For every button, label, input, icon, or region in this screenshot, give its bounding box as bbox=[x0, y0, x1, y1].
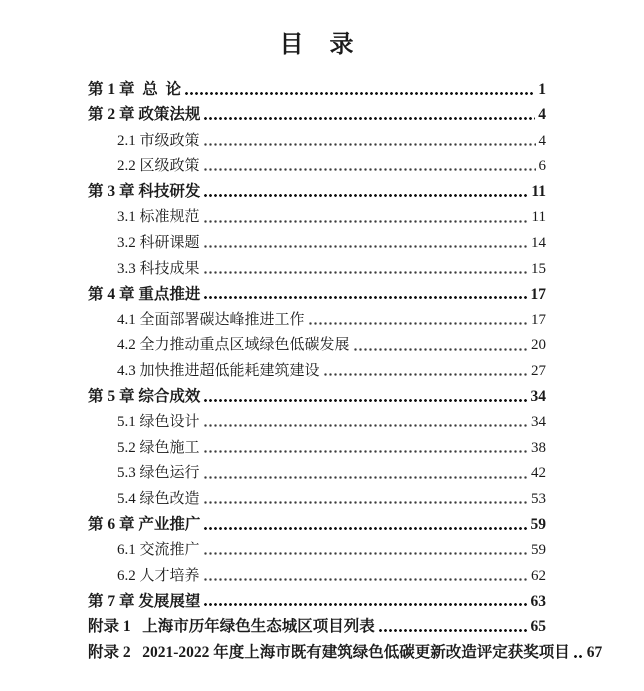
toc-leader-dots bbox=[324, 373, 528, 376]
toc-entry[interactable] bbox=[88, 227, 546, 253]
toc-entry[interactable] bbox=[88, 380, 546, 406]
toc-leader-dots bbox=[204, 194, 528, 197]
toc-entry[interactable] bbox=[88, 252, 546, 278]
toc-leader-dots bbox=[204, 220, 529, 223]
toc-entry-label: 第 5 章 综合成效 bbox=[88, 387, 201, 405]
toc-leader-dots bbox=[204, 271, 528, 274]
toc-leader-dots bbox=[204, 168, 536, 171]
toc-entry-page: 34 bbox=[530, 387, 546, 405]
toc-entry-label: 第 6 章 产业推广 bbox=[88, 515, 201, 533]
toc-entry-page: 38 bbox=[531, 439, 546, 456]
toc-entry-label: 6.1 交流推广 bbox=[117, 542, 200, 559]
toc-leader-dots bbox=[204, 245, 528, 248]
toc-entry[interactable] bbox=[88, 610, 546, 636]
toc-leader-dots bbox=[204, 424, 528, 427]
toc-list bbox=[88, 73, 603, 662]
toc-entry-label: 5.1 绿色设计 bbox=[117, 414, 200, 431]
toc-leader-dots bbox=[309, 322, 528, 325]
toc-leader-dots bbox=[204, 399, 527, 402]
toc-entry-page: 17 bbox=[530, 285, 546, 303]
toc-leader-dots bbox=[354, 348, 528, 351]
toc-entry[interactable] bbox=[88, 303, 546, 329]
toc-leader-dots bbox=[204, 527, 527, 530]
toc-entry[interactable] bbox=[88, 124, 546, 150]
toc-entry[interactable] bbox=[88, 636, 603, 662]
toc-entry[interactable] bbox=[88, 559, 546, 585]
toc-entry-page: 17 bbox=[531, 311, 546, 328]
toc-leader-dots bbox=[204, 143, 536, 146]
toc-entry[interactable] bbox=[88, 73, 546, 99]
toc-entry-page: 27 bbox=[531, 362, 546, 379]
toc-leader-dots bbox=[204, 501, 528, 504]
toc-entry-page: 4 bbox=[538, 132, 546, 149]
toc-entry[interactable] bbox=[88, 508, 546, 534]
toc-entry-page: 62 bbox=[531, 567, 546, 584]
toc-entry[interactable] bbox=[88, 175, 546, 201]
toc-entry-label: 5.2 绿色施工 bbox=[117, 439, 200, 456]
toc-entry-label: 附录 1 上海市历年绿色生态城区项目列表 bbox=[88, 618, 375, 636]
toc-entry-label: 4.3 加快推进超低能耗建筑建设 bbox=[117, 362, 320, 379]
toc-entry[interactable] bbox=[88, 483, 546, 509]
toc-entry-label: 5.3 绿色运行 bbox=[117, 465, 200, 482]
toc-entry-page: 11 bbox=[531, 209, 546, 226]
toc-entry-label: 3.1 标准规范 bbox=[117, 209, 200, 226]
toc-entry-label: 第 3 章 科技研发 bbox=[88, 183, 201, 201]
toc-leader-dots bbox=[379, 629, 528, 632]
toc-entry-page: 14 bbox=[531, 234, 546, 251]
toc-entry-page: 6 bbox=[538, 158, 546, 175]
toc-leader-dots bbox=[204, 603, 527, 606]
toc-entry[interactable] bbox=[88, 355, 546, 381]
toc-leader-dots bbox=[204, 117, 535, 120]
toc-entry-page: 11 bbox=[531, 183, 546, 201]
toc-entry-page: 1 bbox=[538, 80, 546, 98]
toc-entry-label: 6.2 人才培养 bbox=[117, 567, 200, 584]
toc-entry-label: 3.3 科技成果 bbox=[117, 260, 200, 277]
toc-entry[interactable] bbox=[88, 329, 546, 355]
toc-entry-page: 65 bbox=[530, 618, 546, 636]
toc-entry[interactable] bbox=[88, 406, 546, 432]
toc-leader-dots bbox=[204, 578, 528, 581]
toc-entry-label: 2.2 区级政策 bbox=[117, 158, 200, 175]
toc-leader-dots bbox=[185, 92, 535, 95]
toc-entry-page: 20 bbox=[531, 337, 546, 354]
toc-entry-label: 2.1 市级政策 bbox=[117, 132, 200, 149]
toc-entry-label: 第 1 章 总 论 bbox=[88, 80, 182, 98]
toc-entry[interactable] bbox=[88, 150, 546, 176]
toc-entry[interactable] bbox=[88, 585, 546, 611]
toc-entry-label: 附录 2 2021-2022 年度上海市既有建筑绿色低碳更新改造评定获奖项目 bbox=[88, 643, 570, 661]
toc-entry-page: 34 bbox=[531, 414, 546, 431]
toc-entry-page: 63 bbox=[530, 592, 546, 610]
toc-entry-label: 第 7 章 发展展望 bbox=[88, 592, 201, 610]
toc-entry[interactable] bbox=[88, 534, 546, 560]
toc-entry-label: 4.1 全面部署碳达峰推进工作 bbox=[117, 311, 305, 328]
toc-entry[interactable] bbox=[88, 431, 546, 457]
toc-entry[interactable] bbox=[88, 201, 546, 227]
toc-entry-page: 4 bbox=[538, 106, 546, 124]
toc-entry-label: 5.4 绿色改造 bbox=[117, 490, 200, 507]
toc-entry-label: 第 4 章 重点推进 bbox=[88, 285, 201, 303]
toc-entry[interactable] bbox=[88, 99, 546, 125]
page-title: 目 录 bbox=[279, 32, 355, 58]
toc-entry-page: 67 bbox=[586, 643, 603, 661]
toc-entry-page: 59 bbox=[530, 515, 546, 533]
toc-leader-dots bbox=[204, 296, 527, 299]
toc-entry[interactable] bbox=[88, 457, 546, 483]
toc-entry-label: 第 2 章 政策法规 bbox=[88, 106, 201, 124]
toc-leader-dots bbox=[204, 450, 528, 453]
toc-entry[interactable] bbox=[88, 278, 546, 304]
toc-entry-page: 42 bbox=[531, 465, 546, 482]
toc-leader-dots bbox=[574, 655, 584, 658]
toc-leader-dots bbox=[204, 476, 528, 479]
toc-entry-page: 15 bbox=[531, 260, 546, 277]
toc-entry-page: 59 bbox=[531, 542, 546, 559]
toc-entry-label: 3.2 科研课题 bbox=[117, 234, 200, 251]
toc-leader-dots bbox=[204, 552, 528, 555]
toc-entry-page: 53 bbox=[531, 490, 546, 507]
toc-entry-label: 4.2 全力推动重点区域绿色低碳发展 bbox=[117, 337, 350, 354]
